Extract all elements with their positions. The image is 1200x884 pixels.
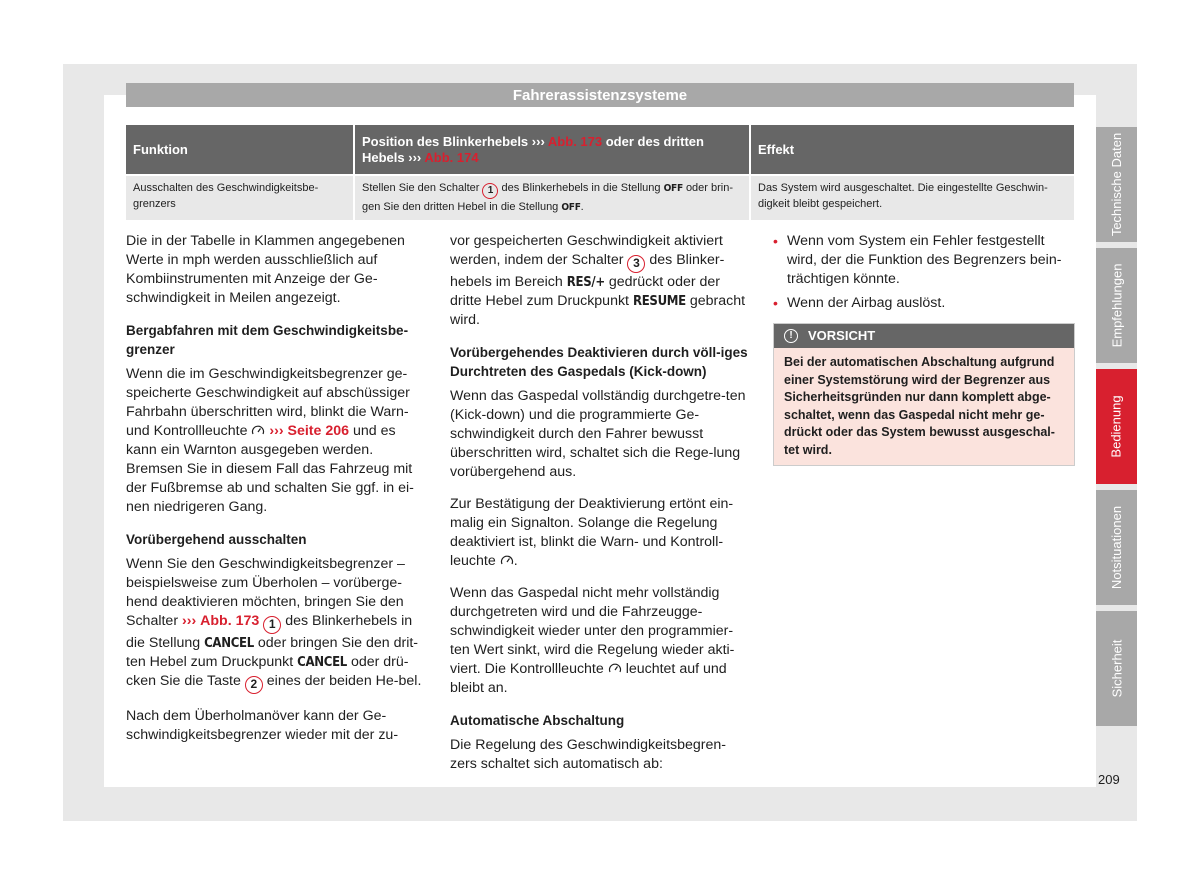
header-funktion: Funktion	[126, 125, 354, 175]
caution-box	[773, 323, 1075, 466]
switch-number-badge: 1	[482, 183, 498, 199]
header-position-text-b: oder des dritten Hebels	[362, 133, 704, 165]
cell-position-text: des Blinkerhebels in die Stellung	[501, 182, 661, 194]
tab-empfehlungen[interactable]	[1096, 248, 1137, 363]
paragraph-text: vor gespeicherten Geschwindigkeit aktiviert werden, indem der Schalter	[450, 233, 723, 268]
list-item-text: Wenn vom System ein Fehler festgestellt wird, der die Funktion des Begrenzers bein-trächtigen könnte.	[787, 233, 1062, 287]
exclamation-icon: !	[784, 329, 798, 343]
paragraph-text: Wenn das Gaspedal nicht mehr vollständig durchgetreten wird und die Fahrzeugge-schwindigkeit wieder unter den programmier-ten Wert sinkt, wird die Regelung wieder akti-viert. Die Kontrollleuchte	[450, 585, 735, 677]
paragraph-text: eines der beiden He-bel.	[266, 673, 422, 689]
link-arrow: ›››	[531, 133, 545, 149]
cell-position-text: .	[580, 201, 584, 213]
paragraph-signalton	[450, 495, 750, 571]
paragraph-text: des Blinker-hebels im Bereich	[450, 252, 725, 290]
switch-number-badge: 1	[263, 616, 281, 634]
off-position-label: OFF	[561, 202, 581, 213]
tab-label: Bedienung	[1109, 395, 1125, 458]
cell-position	[354, 175, 750, 220]
paragraph-text: und es kann ein Warnton ausgegeben werden. Bremsen Sie in diesem Fall das Fahrzeug mit der Fußbremse ab und schalten Sie ggf. in ei-nen niedrigeren Gang.	[126, 423, 414, 515]
tab-label: Empfehlungen	[1109, 263, 1124, 348]
cell-funktion: Ausschalten des Geschwindigkeitsbe-grenzers	[126, 175, 354, 220]
resume-label: RESUME	[632, 294, 686, 309]
speedometer-warning-icon	[608, 661, 622, 677]
cell-position-text: Stellen Sie den Schalter	[362, 182, 480, 194]
text-column-1	[126, 232, 426, 758]
link-arrow: ›››	[408, 149, 422, 165]
tab-label: Technische Daten	[1109, 132, 1124, 237]
caution-title: VORSICHT	[808, 328, 876, 343]
tab-bedienung[interactable]	[1096, 369, 1137, 484]
header-effekt: Effekt	[750, 125, 1074, 175]
paragraph-bergabfahren	[126, 365, 426, 517]
bullet-icon: •	[773, 233, 778, 249]
intro-paragraph: Die in der Tabelle in Klammen angegebenen Werte in mph werden ausschließlich auf Kombiinstrumenten mit Anzeige der Ge-schwindigkeit in Meilen angezeigt.	[126, 233, 405, 306]
cell-position-text: oder brin-gen Sie den dritten Hebel in die Stellung	[362, 182, 734, 213]
caution-header	[774, 324, 1074, 348]
list-item	[773, 294, 1073, 313]
text-column-3	[773, 232, 1073, 466]
header-position	[354, 125, 750, 175]
paragraph-text: leuchtet auf und bleibt an.	[450, 661, 727, 696]
paragraph-automatische-abschaltung: Die Regelung des Geschwindigkeitsbegren-zers schaltet sich automatisch ab:	[450, 737, 727, 772]
paragraph-text: Zur Bestätigung der Deaktivierung ertönt ein-malig ein Signalton. Solange die Regelung deaktiviert ist, blinkt die Warn- und Kontroll-leuchte	[450, 496, 734, 569]
paragraph-text: gebracht wird.	[450, 293, 746, 328]
section-title: Fahrerassistenzsysteme	[126, 83, 1074, 107]
page-link-206[interactable]: Seite 206	[287, 423, 350, 439]
paragraph-text: Wenn die im Geschwindigkeitsbegrenzer ge-speicherte Geschwindigkeit auf abschüssiger Fahrbahn überschritten wird, blinkt die Warn- und Kontrollleuchte	[126, 366, 410, 439]
paragraph-text: Wenn Sie den Geschwindigkeitsbegrenzer – beispielsweise zum Überholen – vorüberge-hend deaktivieren möchten, bringen Sie den Schalter	[126, 556, 405, 629]
tab-technische-daten[interactable]	[1096, 127, 1137, 242]
table-row	[126, 175, 1074, 220]
figure-link-abb-173[interactable]: Abb. 173	[547, 133, 603, 149]
page-number: 209	[1098, 772, 1120, 787]
paragraph-kick-down: Wenn das Gaspedal vollständig durchgetre-ten (Kick-down) und die programmierte Ge-schwindigkeit durch den Fahrer bewusst überschritten wird, schaltet sich die Rege-lung vorübergehend aus.	[450, 388, 746, 480]
paragraph-nach-ueberholen: Nach dem Überholmanöver kann der Ge-schwindigkeitsbegrenzer wieder mit der zu-	[126, 708, 399, 743]
function-table	[126, 125, 1074, 220]
res-plus-label: RES/+	[566, 275, 605, 290]
tab-label: Notsituationen	[1109, 505, 1124, 590]
link-arrow: ›››	[182, 613, 197, 629]
cell-effekt: Das System wird ausgeschaltet. Die eingestellte Geschwin-digkeit bleibt gespeichert.	[750, 175, 1074, 220]
paragraph-text: gedrückt oder der dritte Hebel zum Druckpunkt	[450, 274, 721, 309]
paragraph-text: .	[513, 553, 518, 569]
table-header-row	[126, 125, 1074, 175]
heading-automatische-abschaltung: Automatische Abschaltung	[450, 713, 625, 728]
paragraph-voruebergehend	[126, 555, 426, 694]
heading-kick-down: Vorübergehendes Deaktivieren durch völl-iges Durchtreten des Gaspedals (Kick-down)	[450, 345, 748, 379]
cancel-position-label: CANCEL	[204, 636, 254, 651]
paragraph-text: des Blinkerhebels in die Stellung	[126, 613, 413, 651]
button-number-badge: 2	[245, 676, 263, 694]
speedometer-warning-icon	[251, 423, 265, 439]
list-item	[773, 232, 1073, 289]
text-column-2	[450, 232, 750, 787]
figure-link-abb-174[interactable]: Abb. 174	[424, 149, 479, 165]
link-arrow: ›››	[269, 423, 284, 439]
tab-label: Sicherheit	[1109, 639, 1124, 698]
switch-number-badge: 3	[627, 255, 645, 273]
caution-text: Bei der automatischen Abschaltung aufgrund einer Systemstörung wird der Begrenzer aus Sicherheitsgründen nur dann komplett abge-schaltet, wenn das Gaspedal nicht mehr ge-drückt oder das System bewusst ausgeschal-tet wird.	[784, 355, 1055, 457]
tab-sicherheit[interactable]	[1096, 611, 1137, 726]
header-position-text-a: Position des Blinkerhebels	[362, 133, 529, 149]
bullet-icon: •	[773, 295, 778, 311]
off-position-label: OFF	[663, 183, 683, 194]
tab-notsituationen[interactable]	[1096, 490, 1137, 605]
heading-voruebergehend-ausschalten: Vorübergehend ausschalten	[126, 532, 307, 547]
paragraph-text: oder drü-cken Sie die Taste	[126, 654, 409, 689]
speedometer-warning-icon	[500, 553, 514, 569]
paragraph-wiederaktivierung	[450, 584, 750, 698]
cancel-position-label: CANCEL	[297, 655, 347, 670]
figure-link-abb-173[interactable]: Abb. 173	[200, 613, 260, 629]
list-item-text: Wenn der Airbag auslöst.	[787, 295, 946, 311]
paragraph-reaktivieren	[450, 232, 750, 330]
paragraph-text: oder bringen Sie den drit-ten Hebel zum Druckpunkt	[126, 635, 419, 670]
heading-bergabfahren: Bergabfahren mit dem Geschwindigkeitsbe-grenzer	[126, 323, 409, 357]
